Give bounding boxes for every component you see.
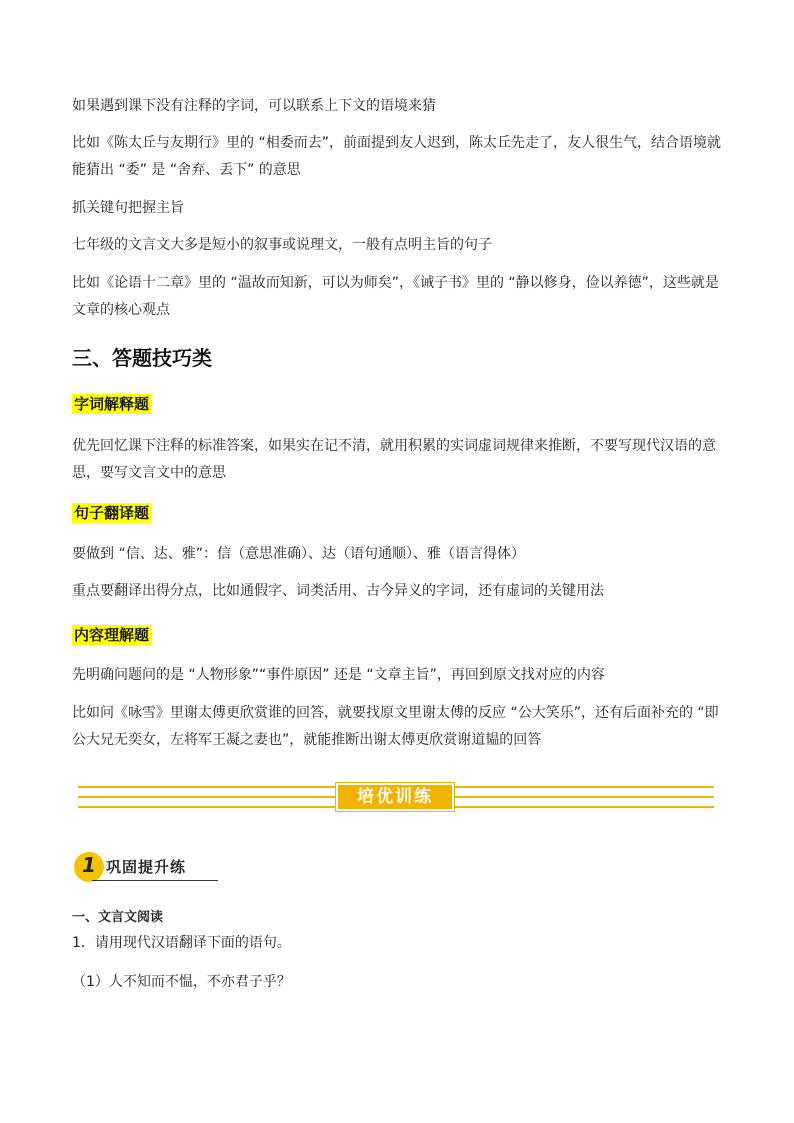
question-1: 1．请用现代汉语翻译下面的语句。 xyxy=(72,935,291,951)
banner-label: 培优训练 xyxy=(336,783,454,811)
practice-section-header xyxy=(74,852,218,882)
paragraph-key-sentence: 抓关键句把握主旨 xyxy=(72,200,184,216)
paragraph-context-guess: 如果遇到课下没有注释的字词，可以联系上下文的语境来猜 xyxy=(72,98,436,114)
practice-underline xyxy=(92,880,218,881)
paragraph-content-question: 先明确问题问的是 “人物形象”“事件原因” 还是 “文章主旨”，再回到原文找对应的内容 xyxy=(72,667,605,683)
tag-content-understanding: 内容理解题 xyxy=(74,626,150,644)
part-heading: 一、文言文阅读 xyxy=(72,910,164,925)
paragraph-word-explanation: 优先回忆课下注释的标准答案，如果实在记不清，就用积累的实词虚词规律来推断，不要写现代汉语的意思，要写文言文中的意思 xyxy=(72,438,716,481)
tag-word-explanation: 字词解释题 xyxy=(74,395,150,413)
training-banner xyxy=(78,784,714,810)
paragraph-translation-standard: 要做到 “信、达、雅”：信（意思准确）、达（语句通顺）、雅（语言得体） xyxy=(72,546,525,562)
paragraph-example-chen: 比如《陈太丘与友期行》里的 “相委而去”，前面提到友人迟到，陈太丘先走了，友人很生气，结合语境就能猜出 “委” 是 “舍弃、丢下” 的意思 xyxy=(72,135,721,178)
paragraph-grade-seven: 七年级的文言文大多是短小的叙事或说理文，一般有点明主旨的句子 xyxy=(72,237,492,253)
practice-number: 1 xyxy=(82,853,96,877)
paragraph-translation-points: 重点要翻译出得分点，比如通假字、词类活用、古今异义的字词，还有虚词的关键用法 xyxy=(72,583,604,599)
question-1-1: （1）人不知而不愠，不亦君子乎？ xyxy=(72,974,291,990)
section-heading: 三、答题技巧类 xyxy=(72,346,212,370)
tag-sentence-translation: 句子翻译题 xyxy=(74,504,150,522)
paragraph-example-lunyu: 比如《论语十二章》里的 “温故而知新，可以为师矣”，《诫子书》里的 “静以修身，俭以养德”，这些就是文章的核心观点 xyxy=(72,275,719,318)
paragraph-content-example: 比如问《咏雪》里谢太傅更欣赏谁的回答，就要找原文里谢太傅的反应 “公大笑乐”，还有后面补充的 “即公大兄无奕女，左将军王凝之妻也”，就能推断出谢太傅更欣赏谢道韫的回答 xyxy=(72,705,719,748)
practice-label: 巩固提升练 xyxy=(106,858,187,876)
